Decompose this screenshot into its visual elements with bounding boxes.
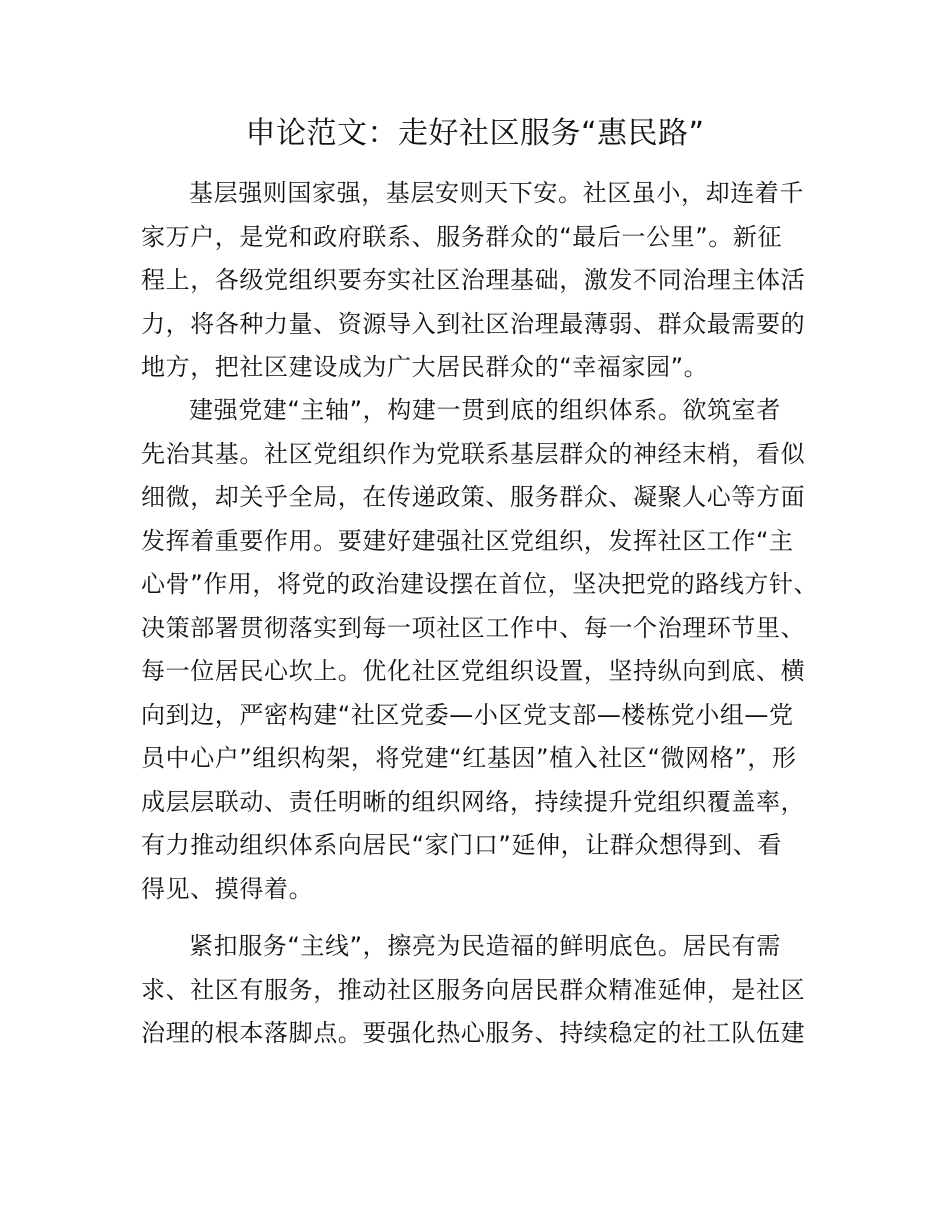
paragraph-line: 每一位居民心坎上。优化社区党组织设置，坚持纵向到底、横 [141, 657, 806, 685]
paragraph-line: 成层层联动、责任明晰的组织网络，持续提升党组织覆盖率， [141, 787, 806, 816]
paragraph-line: 地方，把社区建设成为广大居民群众的“幸福家园”。 [141, 353, 709, 381]
paragraph-line: 发挥着重要作用。要建好建强社区党组织，发挥社区工作“主 [141, 526, 794, 555]
paragraph-line: 细微，却关乎全局，在传递政策、服务群众、凝聚人心等方面 [141, 483, 806, 511]
paragraph-line: 求、社区有服务，推动社区服务向居民群众精准延伸，是社区 [141, 975, 806, 1004]
paragraph-line: 先治其基。社区党组织作为党联系基层群众的神经末梢，看似 [141, 439, 806, 468]
paragraph-line: 心骨”作用，将党的政治建设摆在首位，坚决把党的路线方针、 [141, 570, 819, 598]
paragraph-line: 员中心户”组织构架，将党建“红基因”植入社区“微网格”，形 [141, 744, 797, 772]
paragraph-line: 程上，各级党组织要夯实社区治理基础，激发不同治理主体活 [141, 266, 806, 294]
paragraph-line: 紧扣服务“主线”，擦亮为民造福的鲜明底色。居民有需 [189, 932, 781, 960]
paragraph-line: 向到边，严密构建“社区党委—小区党支部—楼栋党小组—党 [141, 700, 794, 729]
paragraph-line: 得见、摸得着。 [141, 874, 314, 903]
document-title: 申论范文：走好社区服务“惠民路” [245, 116, 705, 151]
paragraph-3 [141, 925, 821, 1056]
paragraph-line: 建强党建“主轴”，构建一贯到底的组织体系。欲筑室者 [189, 396, 781, 424]
paragraph-line: 治理的根本落脚点。要强化热心服务、持续稳定的社工队伍建 [141, 1019, 806, 1047]
paragraph-line: 决策部署贯彻落实到每一项社区工作中、每一个治理环节里、 [141, 613, 806, 642]
paragraph-line: 有力推动组织体系向居民“家门口”延伸，让群众想得到、看 [141, 831, 783, 859]
paragraph-line: 力，将各种力量、资源导入到社区治理最薄弱、群众最需要的 [141, 309, 806, 338]
paragraph-1 [141, 172, 821, 390]
paragraph-line: 基层强则国家强，基层安则天下安。社区虽小，却连着千 [189, 179, 804, 207]
paragraph-2 [141, 389, 821, 911]
paragraph-line: 家万户，是党和政府联系、服务群众的“最后一公里”。新征 [141, 222, 783, 251]
